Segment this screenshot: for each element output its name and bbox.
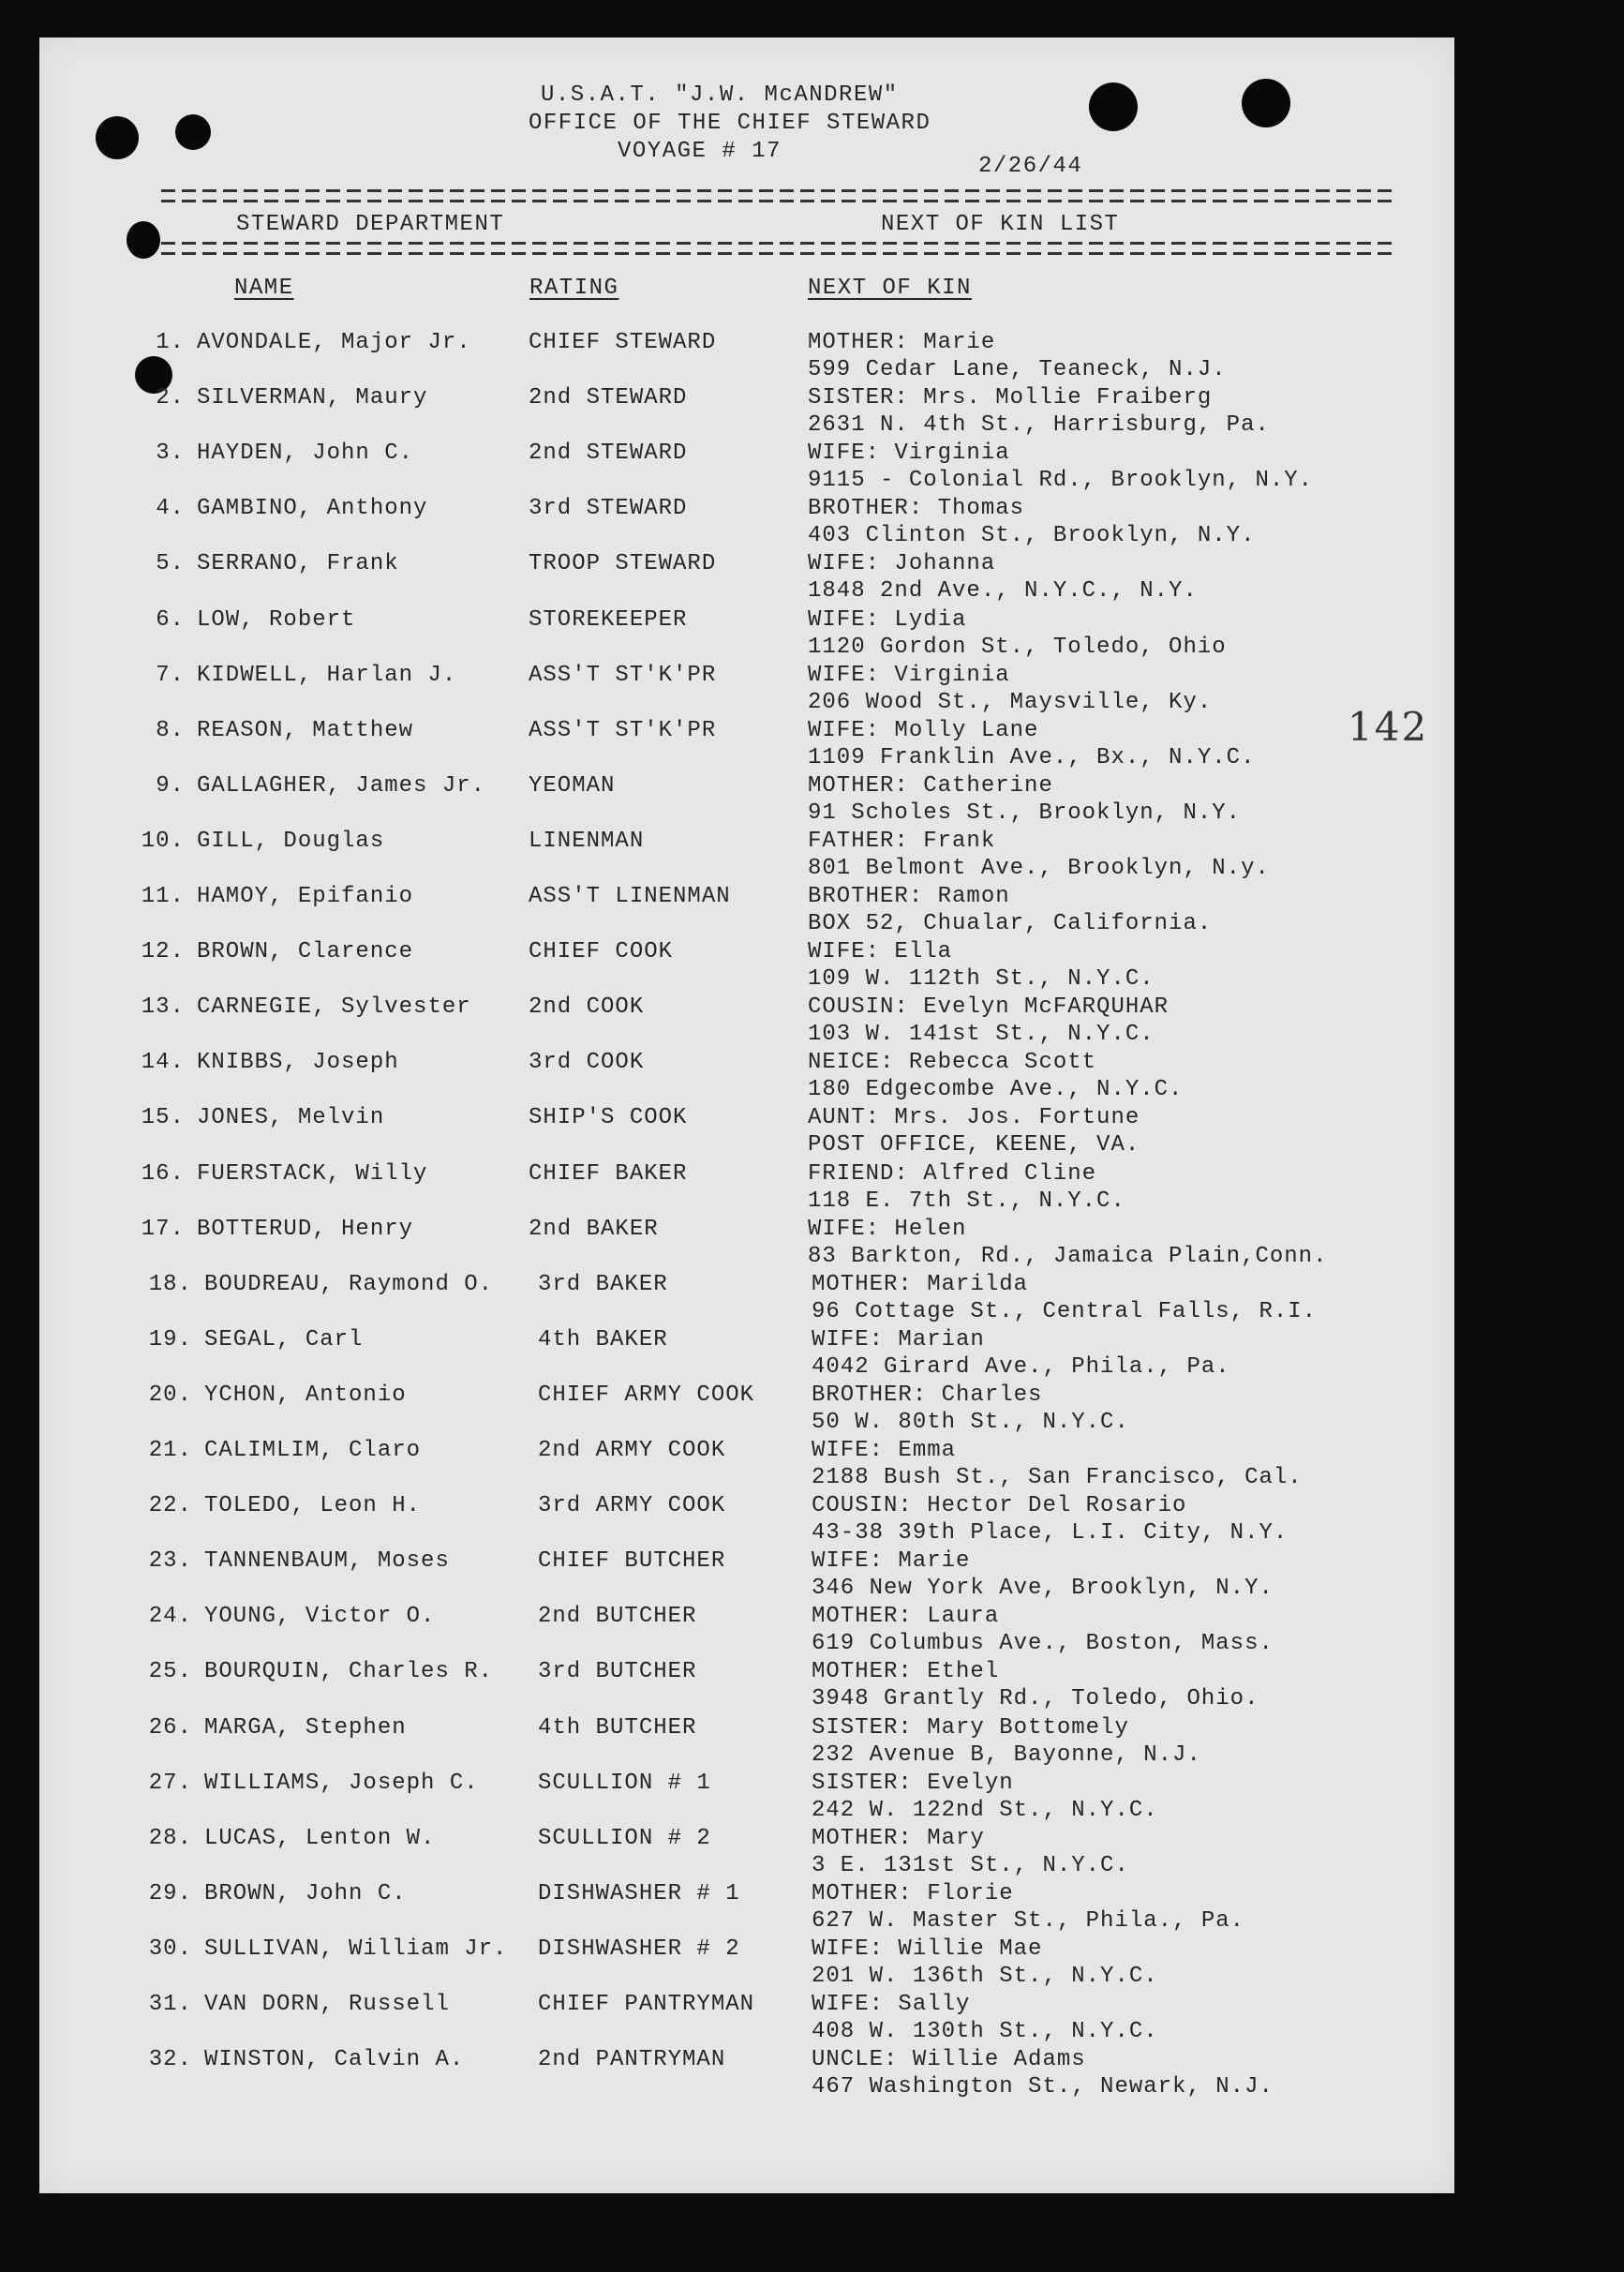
crew-row	[39, 1880, 1454, 1934]
row-number: 10.	[141, 828, 185, 854]
crew-row	[39, 1438, 1454, 1490]
crew-row	[39, 884, 1454, 936]
row-number: 22.	[148, 1493, 192, 1519]
row-number: 15.	[141, 1105, 185, 1131]
kin-relation: BROTHER: Thomas	[808, 496, 1025, 522]
crew-rating: 3rd COOK	[529, 1050, 645, 1076]
crew-row	[39, 385, 1454, 439]
crew-row	[39, 1382, 1454, 1435]
row-number: 25.	[148, 1659, 192, 1685]
kin-relation: WIFE: Virginia	[808, 441, 1010, 467]
crew-rating: 4th BAKER	[538, 1326, 668, 1353]
row-number: 6.	[156, 606, 185, 633]
crew-name: KIDWELL, Harlan J.	[197, 662, 457, 688]
kin-address: 2631 N. 4th St., Harrisburg, Pa.	[808, 412, 1270, 439]
crew-name: AVONDALE, Major Jr.	[197, 330, 471, 355]
crew-rating: CHIEF COOK	[529, 939, 674, 965]
crew-rating: SCULLION # 1	[538, 1770, 711, 1796]
crew-name: SEGAL, Carl	[204, 1326, 364, 1353]
crew-row	[39, 1105, 1454, 1158]
crew-name: SERRANO, Frank	[197, 551, 399, 577]
crew-row	[39, 330, 1454, 382]
crew-name: LUCAS, Lenton W.	[204, 1825, 436, 1851]
crew-rating: 2nd COOK	[529, 994, 645, 1021]
kin-address: 2188 Bush St., San Francisco, Cal.	[812, 1465, 1303, 1490]
kin-relation: MOTHER: Ethel	[812, 1659, 1000, 1685]
document-date: 2/26/44	[978, 154, 1083, 179]
crew-row	[39, 828, 1454, 881]
crew-name: YCHON, Antonio	[204, 1382, 407, 1408]
kin-relation: COUSIN: Evelyn McFARQUHAR	[808, 994, 1170, 1021]
row-number: 18.	[148, 1271, 192, 1297]
crew-name: MARGA, Stephen	[204, 1714, 407, 1741]
crew-name: VAN DORN, Russell	[204, 1992, 450, 2017]
kin-relation: SISTER: Mary Bottomely	[812, 1714, 1129, 1741]
kin-relation: BROTHER: Ramon	[808, 884, 1010, 909]
kin-relation: WIFE: Marie	[812, 1548, 971, 1575]
crew-name: SULLIVAN, William Jr.	[204, 1936, 508, 1962]
crew-rating: 2nd STEWARD	[529, 441, 688, 467]
punch-hole	[127, 221, 160, 259]
crew-row	[39, 1271, 1454, 1324]
crew-row	[39, 551, 1454, 605]
kin-relation: WIFE: Helen	[808, 1216, 967, 1242]
crew-row	[39, 606, 1454, 660]
kin-relation: WIFE: Willie Mae	[812, 1936, 1043, 1962]
kin-relation: WIFE: Marian	[812, 1326, 985, 1353]
row-number: 27.	[148, 1770, 192, 1796]
crew-rating: ASS'T LINENMAN	[529, 884, 731, 909]
kin-address: 96 Cottage St., Central Falls, R.I.	[812, 1298, 1318, 1324]
row-number: 31.	[148, 1992, 192, 2017]
crew-name: REASON, Matthew	[197, 717, 414, 743]
punch-hole	[1242, 79, 1290, 127]
crew-row	[39, 1216, 1454, 1269]
row-number: 26.	[148, 1714, 192, 1741]
kin-relation: FATHER: Frank	[808, 828, 996, 854]
crew-rating: CHIEF BUTCHER	[538, 1548, 726, 1575]
row-number: 8.	[156, 717, 185, 743]
crew-rating: STOREKEEPER	[529, 606, 688, 633]
kin-address: 467 Washington St., Newark, N.J.	[812, 2074, 1274, 2100]
crew-rating: SHIP'S COOK	[529, 1105, 688, 1131]
crew-rating: 2nd STEWARD	[529, 385, 688, 411]
crew-row	[39, 1825, 1454, 1878]
kin-address: 118 E. 7th St., N.Y.C.	[808, 1188, 1125, 1214]
crew-row	[39, 1548, 1454, 1602]
row-number: 16.	[141, 1160, 185, 1187]
crew-rating: 2nd BAKER	[529, 1216, 659, 1242]
kin-relation: WIFE: Molly Lane	[808, 717, 1039, 743]
crew-name: BROWN, John C.	[204, 1880, 407, 1906]
crew-name: TANNENBAUM, Moses	[204, 1548, 450, 1575]
crew-rating: LINENMAN	[529, 828, 645, 854]
row-number: 13.	[141, 994, 185, 1021]
crew-row	[39, 939, 1454, 993]
kin-address: 91 Scholes St., Brooklyn, N.Y.	[808, 800, 1242, 826]
kin-address: 50 W. 80th St., N.Y.C.	[812, 1409, 1129, 1435]
crew-name: BROWN, Clarence	[197, 939, 414, 965]
kin-relation: MOTHER: Catherine	[808, 772, 1053, 799]
kin-address: 9115 - Colonial Rd., Brooklyn, N.Y.	[808, 468, 1314, 494]
row-number: 23.	[148, 1548, 192, 1575]
row-number: 12.	[141, 939, 185, 965]
department-label: STEWARD DEPARTMENT	[236, 212, 505, 237]
kin-relation: BROTHER: Charles	[812, 1382, 1043, 1408]
crew-rating: ASS'T ST'K'PR	[529, 662, 717, 688]
kin-address: BOX 52, Chualar, California.	[808, 911, 1213, 936]
crew-rating: TROOP STEWARD	[529, 551, 717, 577]
crew-row	[39, 1714, 1454, 1768]
header-divider	[161, 189, 1398, 202]
row-number: 4.	[156, 496, 185, 522]
punch-hole	[96, 116, 139, 159]
kin-relation: WIFE: Lydia	[808, 606, 967, 633]
crew-rating: DISHWASHER # 1	[538, 1880, 740, 1906]
list-title: NEXT OF KIN LIST	[881, 212, 1120, 237]
kin-address: 1848 2nd Ave., N.Y.C., N.Y.	[808, 578, 1198, 605]
row-number: 30.	[148, 1936, 192, 1962]
row-number: 1.	[156, 330, 185, 355]
crew-name: HAMOY, Epifanio	[197, 884, 414, 909]
crew-name: GALLAGHER, James Jr.	[197, 772, 486, 799]
kin-relation: MOTHER: Marie	[808, 330, 996, 355]
kin-address: 109 W. 112th St., N.Y.C.	[808, 966, 1155, 993]
kin-relation: WIFE: Virginia	[808, 662, 1010, 688]
kin-address: 1120 Gordon St., Toledo, Ohio	[808, 634, 1227, 660]
column-header-rating: RATING	[529, 276, 619, 301]
crew-row	[39, 1659, 1454, 1712]
kin-address: 408 W. 130th St., N.Y.C.	[812, 2019, 1158, 2044]
row-number: 11.	[141, 884, 185, 909]
kin-address: 206 Wood St., Maysville, Ky.	[808, 689, 1213, 715]
crew-row	[39, 1604, 1454, 1657]
kin-relation: WIFE: Emma	[812, 1438, 957, 1463]
kin-address: 3948 Grantly Rd., Toledo, Ohio.	[812, 1686, 1259, 1712]
kin-address: 627 W. Master St., Phila., Pa.	[812, 1907, 1245, 1934]
crew-name: GAMBINO, Anthony	[197, 496, 428, 522]
kin-relation: MOTHER: Laura	[812, 1604, 1000, 1630]
row-number: 14.	[141, 1050, 185, 1076]
crew-rating: YEOMAN	[529, 772, 616, 799]
document-page	[39, 37, 1454, 2193]
kin-address: 1109 Franklin Ave., Bx., N.Y.C.	[808, 744, 1256, 770]
kin-address: 232 Avenue B, Bayonne, N.J.	[812, 1741, 1201, 1768]
crew-name: CALIMLIM, Claro	[204, 1438, 422, 1463]
crew-rating: CHIEF ARMY COOK	[538, 1382, 755, 1408]
crew-rating: 2nd BUTCHER	[538, 1604, 697, 1630]
crew-row	[39, 496, 1454, 549]
crew-rating: 3rd BAKER	[538, 1271, 668, 1297]
crew-name: WINSTON, Calvin A.	[204, 2047, 465, 2073]
crew-row	[39, 1770, 1454, 1823]
column-header-kin: NEXT OF KIN	[808, 276, 972, 301]
voyage-number: VOYAGE # 17	[618, 139, 782, 164]
kin-address: 201 W. 136th St., N.Y.C.	[812, 1963, 1158, 1989]
office-name: OFFICE OF THE CHIEF STEWARD	[529, 111, 931, 136]
crew-rating: 3rd BUTCHER	[538, 1659, 697, 1685]
crew-name: YOUNG, Victor O.	[204, 1604, 436, 1630]
row-number: 21.	[148, 1438, 192, 1463]
row-number: 28.	[148, 1825, 192, 1851]
crew-name: BOUDREAU, Raymond O.	[204, 1271, 494, 1297]
kin-address: 242 W. 122nd St., N.Y.C.	[812, 1797, 1158, 1823]
row-number: 17.	[141, 1216, 185, 1242]
crew-row	[39, 1936, 1454, 1989]
crew-rating: 2nd ARMY COOK	[538, 1438, 726, 1463]
kin-relation: AUNT: Mrs. Jos. Fortune	[808, 1105, 1140, 1131]
crew-name: HAYDEN, John C.	[197, 441, 414, 467]
row-number: 5.	[156, 551, 185, 577]
crew-rating: CHIEF PANTRYMAN	[538, 1992, 755, 2017]
crew-row	[39, 717, 1454, 770]
crew-name: LOW, Robert	[197, 606, 356, 633]
kin-relation: WIFE: Sally	[812, 1992, 971, 2017]
header-divider	[161, 242, 1398, 255]
ship-name: U.S.A.T. "J.W. McANDREW"	[541, 82, 899, 108]
kin-relation: MOTHER: Mary	[812, 1825, 985, 1851]
row-number: 29.	[148, 1880, 192, 1906]
crew-rating: CHIEF BAKER	[529, 1160, 688, 1187]
kin-relation: MOTHER: Florie	[812, 1880, 1014, 1906]
row-number: 7.	[156, 662, 185, 688]
crew-row	[39, 1992, 1454, 2044]
crew-name: KNIBBS, Joseph	[197, 1050, 399, 1076]
crew-row	[39, 1050, 1454, 1103]
punch-hole	[175, 114, 211, 150]
column-header-name: NAME	[234, 276, 294, 301]
kin-relation: WIFE: Johanna	[808, 551, 996, 577]
crew-name: JONES, Melvin	[197, 1105, 385, 1131]
kin-relation: FRIEND: Alfred Cline	[808, 1160, 1097, 1187]
crew-row	[39, 1326, 1454, 1380]
kin-address: 403 Clinton St., Brooklyn, N.Y.	[808, 523, 1256, 549]
crew-rating: 4th BUTCHER	[538, 1714, 697, 1741]
crew-name: CARNEGIE, Sylvester	[197, 994, 471, 1021]
crew-rating: 3rd ARMY COOK	[538, 1493, 726, 1519]
kin-address: 346 New York Ave, Brooklyn, N.Y.	[812, 1576, 1274, 1602]
crew-rating: DISHWASHER # 2	[538, 1936, 740, 1962]
kin-relation: UNCLE: Willie Adams	[812, 2047, 1086, 2073]
crew-name: BOTTERUD, Henry	[197, 1216, 414, 1242]
crew-row	[39, 441, 1454, 494]
crew-name: FUERSTACK, Willy	[197, 1160, 428, 1187]
punch-hole	[1089, 82, 1138, 131]
kin-address: 3 E. 131st St., N.Y.C.	[812, 1852, 1129, 1878]
row-number: 19.	[148, 1326, 192, 1353]
row-number: 24.	[148, 1604, 192, 1630]
kin-relation: SISTER: Evelyn	[812, 1770, 1014, 1796]
crew-row	[39, 662, 1454, 715]
row-number: 9.	[156, 772, 185, 799]
crew-rating: SCULLION # 2	[538, 1825, 711, 1851]
kin-address: 801 Belmont Ave., Brooklyn, N.y.	[808, 855, 1270, 881]
row-number: 20.	[148, 1382, 192, 1408]
kin-address: 43-38 39th Place, L.I. City, N.Y.	[812, 1520, 1289, 1547]
crew-name: TOLEDO, Leon H.	[204, 1493, 422, 1519]
crew-rating: CHIEF STEWARD	[529, 330, 717, 355]
kin-relation: NEICE: Rebecca Scott	[808, 1050, 1097, 1076]
crew-row	[39, 1160, 1454, 1214]
crew-row	[39, 1493, 1454, 1547]
kin-address: 4042 Girard Ave., Phila., Pa.	[812, 1353, 1230, 1380]
crew-row	[39, 994, 1454, 1048]
kin-relation: SISTER: Mrs. Mollie Fraiberg	[808, 385, 1213, 411]
kin-relation: MOTHER: Marilda	[812, 1271, 1029, 1297]
crew-name: BOURQUIN, Charles R.	[204, 1659, 494, 1685]
crew-rating: ASS'T ST'K'PR	[529, 717, 717, 743]
kin-address: 83 Barkton, Rd., Jamaica Plain,Conn.	[808, 1243, 1328, 1269]
row-number: 2.	[156, 385, 185, 411]
page-number: 142	[1348, 704, 1429, 750]
crew-rating: 2nd PANTRYMAN	[538, 2047, 726, 2073]
kin-address: 619 Columbus Ave., Boston, Mass.	[812, 1631, 1274, 1657]
crew-rating: 3rd STEWARD	[529, 496, 688, 522]
kin-relation: COUSIN: Hector Del Rosario	[812, 1493, 1187, 1519]
row-number: 32.	[148, 2047, 192, 2073]
kin-address: POST OFFICE, KEENE, VA.	[808, 1132, 1140, 1158]
crew-row	[39, 2047, 1454, 2100]
kin-address: 103 W. 141st St., N.Y.C.	[808, 1022, 1155, 1048]
kin-relation: WIFE: Ella	[808, 939, 953, 965]
kin-address: 599 Cedar Lane, Teaneck, N.J.	[808, 357, 1227, 382]
crew-name: GILL, Douglas	[197, 828, 385, 854]
row-number: 3.	[156, 441, 185, 467]
kin-address: 180 Edgecombe Ave., N.Y.C.	[808, 1077, 1184, 1103]
crew-name: WILLIAMS, Joseph C.	[204, 1770, 479, 1796]
crew-name: SILVERMAN, Maury	[197, 385, 428, 411]
crew-row	[39, 772, 1454, 826]
